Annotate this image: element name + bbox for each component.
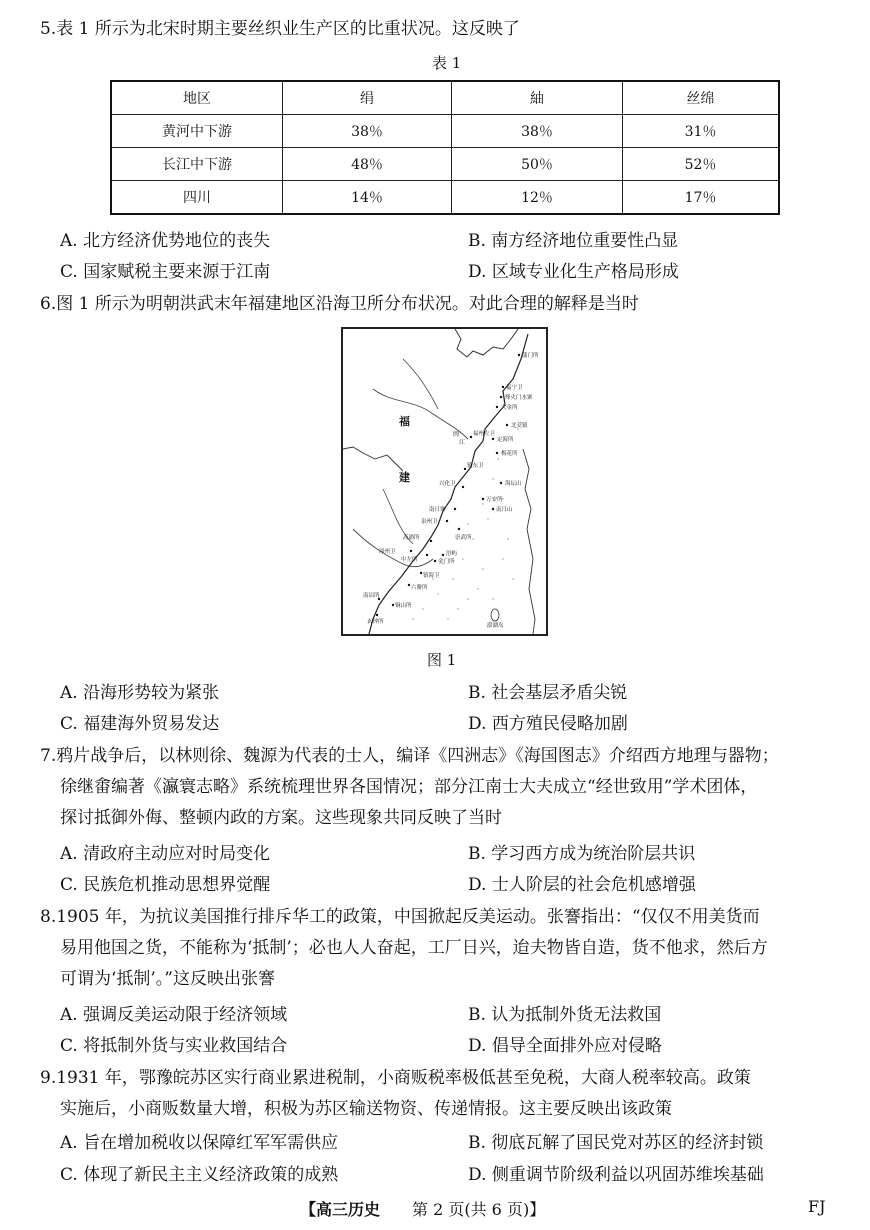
place-dot bbox=[500, 396, 502, 398]
q7-option-b[interactable]: B. 学习西方成为统治阶层共识 bbox=[468, 844, 696, 864]
map-boundary-line bbox=[523, 449, 535, 634]
question-8-stem-line-3: 可谓为‘抵制’。”这反映出张謇 bbox=[60, 969, 275, 989]
map-boundary-line bbox=[455, 329, 518, 357]
place-dot bbox=[442, 554, 444, 556]
place-label: 福州左卫 bbox=[473, 431, 496, 437]
q5-option-b[interactable]: B. 南方经济地位重要性凸显 bbox=[468, 231, 679, 251]
q7-option-d[interactable]: D. 士人阶层的社会危机感增强 bbox=[468, 875, 696, 895]
place-dot bbox=[458, 528, 460, 530]
table-row bbox=[111, 147, 779, 180]
map-boundary-line bbox=[343, 447, 403, 471]
place-dot bbox=[462, 486, 464, 488]
place-dot bbox=[410, 550, 412, 552]
place-label: 金门所 bbox=[438, 559, 455, 565]
place-label: 澎湖岛 bbox=[487, 623, 504, 629]
q6-option-b[interactable]: B. 社会基层矛盾尖锐 bbox=[468, 683, 628, 703]
table-cell: 50％ bbox=[452, 147, 623, 180]
place-dot bbox=[454, 508, 456, 510]
table-1-caption: 表 1 bbox=[432, 54, 462, 72]
figure-1-map bbox=[341, 327, 548, 636]
question-9-stem-line-1: 9.1931 年，鄂豫皖苏区实行商业累进税制，小商贩税率极低甚至免税，大商人税率较高。政策 bbox=[40, 1068, 751, 1088]
question-8-stem-line-2: 易用他国之货，不能称为‘抵制’；必也人人奋起，工厂日兴，迨夫物皆自造，货不他求，然后方 bbox=[60, 938, 768, 958]
footer-page-number: 第 2 页(共 6 页)】 bbox=[412, 1200, 546, 1219]
place-label: 南诏所 bbox=[363, 593, 380, 599]
q8-option-a[interactable]: A. 强调反美运动限于经济领域 bbox=[60, 1005, 288, 1025]
q5-option-c[interactable]: C. 国家赋税主要来源于江南 bbox=[60, 262, 271, 282]
place-dot bbox=[492, 508, 494, 510]
table-cell: 17％ bbox=[623, 180, 780, 214]
place-label: 南日寨 bbox=[429, 507, 446, 513]
q9-option-c[interactable]: C. 体现了新民主主义经济政策的成熟 bbox=[60, 1165, 339, 1185]
question-5-stem: 5.表 1 所示为北宋时期主要丝织业生产区的比重状况。这反映了 bbox=[40, 19, 520, 39]
place-label: 福宁卫 bbox=[506, 385, 523, 391]
place-label: 六鳌所 bbox=[411, 585, 428, 591]
place-label: 北茭镇 bbox=[511, 423, 528, 429]
place-label: 大金所 bbox=[501, 405, 518, 411]
table-header-cell: 紬 bbox=[452, 81, 623, 115]
place-dot bbox=[426, 554, 428, 556]
figure-1-caption: 图 1 bbox=[427, 651, 457, 669]
place-label: 铜山所 bbox=[395, 603, 412, 609]
q8-option-c[interactable]: C. 将抵制外货与实业救国结合 bbox=[60, 1036, 288, 1056]
place-label: 梅花所 bbox=[501, 451, 518, 457]
map-river-label: 江 bbox=[459, 439, 466, 446]
place-dot bbox=[518, 354, 520, 356]
place-dot bbox=[408, 584, 410, 586]
place-label: 玄钟所 bbox=[367, 619, 384, 625]
place-dot bbox=[392, 604, 394, 606]
q5-option-a[interactable]: A. 北方经济优势地位的丧失 bbox=[60, 231, 271, 251]
place-dot bbox=[496, 452, 498, 454]
table-header-cell: 丝绵 bbox=[623, 81, 780, 115]
map-svg bbox=[343, 329, 546, 634]
table-cell: 四川 bbox=[111, 180, 283, 214]
place-label: 定海所 bbox=[497, 437, 514, 443]
map-region-label-2: 建 bbox=[399, 471, 410, 484]
place-label: 兴化卫 bbox=[439, 481, 456, 487]
place-dot bbox=[446, 520, 448, 522]
question-8-stem-line-1: 8.1905 年，为抗议美国推行排斥华工的政策，中国掀起反美运动。张謇指出：“仅仅不用美货而 bbox=[40, 907, 760, 927]
q6-option-a[interactable]: A. 沿海形势较为紧张 bbox=[60, 683, 220, 703]
place-dot bbox=[496, 406, 498, 408]
question-7-stem-line-1: 7.鸦片战争后，以林则徐、魏源为代表的士人，编译《四洲志》《海国图志》介绍西方地理与器物； bbox=[40, 746, 779, 766]
place-label: 浯屿 bbox=[446, 551, 458, 557]
question-9-stem-line-2: 实施后，小商贩数量大增，积极为苏区输送物资、传递情报。这主要反映出该政策 bbox=[60, 1099, 672, 1119]
table-row bbox=[111, 115, 779, 148]
q8-option-d[interactable]: D. 倡导全面排外应对侵略 bbox=[468, 1036, 662, 1056]
q8-option-b[interactable]: B. 认为抵制外货无法救国 bbox=[468, 1005, 662, 1025]
place-label: 镇东卫 bbox=[467, 463, 484, 469]
table-cell: 31％ bbox=[623, 115, 780, 148]
table-cell: 黄河中下游 bbox=[111, 115, 283, 148]
q9-option-b[interactable]: B. 彻底瓦解了国民党对苏区的经济封锁 bbox=[468, 1133, 764, 1153]
place-dot bbox=[434, 560, 436, 562]
place-label: 泉州卫 bbox=[421, 519, 438, 525]
place-dot bbox=[470, 436, 472, 438]
table-cell: 52％ bbox=[623, 147, 780, 180]
table-header-cell: 地区 bbox=[111, 81, 283, 115]
place-dot bbox=[464, 468, 466, 470]
river-line bbox=[353, 529, 433, 567]
question-7-stem-line-3: 探讨抵御外侮、整顿内政的方案。这些现象共同反映了当时 bbox=[60, 808, 502, 828]
river-line bbox=[403, 359, 438, 409]
place-label: 海坛山 bbox=[505, 481, 522, 487]
footer-region-code: FJ bbox=[808, 1197, 826, 1216]
table-cell: 14％ bbox=[283, 180, 452, 214]
island-shape bbox=[491, 609, 499, 621]
place-label: 中左所 bbox=[401, 557, 418, 563]
table-cell: 38％ bbox=[452, 115, 623, 148]
place-label: 南日山 bbox=[496, 507, 513, 513]
q7-option-a[interactable]: A. 清政府主动应对时局变化 bbox=[60, 844, 271, 864]
q7-option-c[interactable]: C. 民族危机推动思想界觉醒 bbox=[60, 875, 271, 895]
place-label: 漳州卫 bbox=[379, 549, 396, 555]
place-label: 万安所 bbox=[486, 497, 503, 503]
place-dot bbox=[502, 386, 504, 388]
question-6-stem: 6.图 1 所示为明朝洪武末年福建地区沿海卫所分布状况。对此合理的解释是当时 bbox=[40, 294, 639, 314]
table-cell: 38％ bbox=[283, 115, 452, 148]
table-header-row bbox=[111, 81, 779, 115]
place-dot bbox=[430, 540, 432, 542]
table-cell: 长江中下游 bbox=[111, 147, 283, 180]
place-dot bbox=[500, 482, 502, 484]
place-label: 镇海卫 bbox=[423, 573, 440, 579]
q6-option-d[interactable]: D. 西方殖民侵略加剧 bbox=[468, 714, 628, 734]
table-cell: 12％ bbox=[452, 180, 623, 214]
place-dot bbox=[376, 614, 378, 616]
place-label: 烽火门水寨 bbox=[505, 395, 533, 401]
q9-option-a[interactable]: A. 旨在增加税收以保障红军军需供应 bbox=[60, 1133, 339, 1153]
place-dot bbox=[482, 498, 484, 500]
place-label: 高浦所 bbox=[403, 535, 420, 541]
place-label: 蒲门所 bbox=[522, 353, 539, 359]
place-dot bbox=[506, 424, 508, 426]
place-dot bbox=[492, 438, 494, 440]
table-header-cell: 绢 bbox=[283, 81, 452, 115]
table-cell: 48％ bbox=[283, 147, 452, 180]
footer-subject: 【高三历史 bbox=[300, 1200, 381, 1219]
table-1 bbox=[110, 80, 780, 215]
place-dot bbox=[420, 572, 422, 574]
question-7-stem-line-2: 徐继畬编著《瀛寰志略》系统梳理世界各国情况；部分江南士大夫成立“经世致用”学术团体， bbox=[60, 777, 758, 797]
table-row bbox=[111, 180, 779, 214]
map-river-label: 闽 bbox=[453, 431, 460, 438]
map-region-label-1: 福 bbox=[399, 415, 410, 428]
q9-option-d[interactable]: D. 侧重调节阶级利益以巩固苏维埃基础 bbox=[468, 1165, 764, 1185]
q5-option-d[interactable]: D. 区域专业化生产格局形成 bbox=[468, 262, 679, 282]
q6-option-c[interactable]: C. 福建海外贸易发达 bbox=[60, 714, 220, 734]
place-label: 崇武所 bbox=[455, 535, 472, 541]
